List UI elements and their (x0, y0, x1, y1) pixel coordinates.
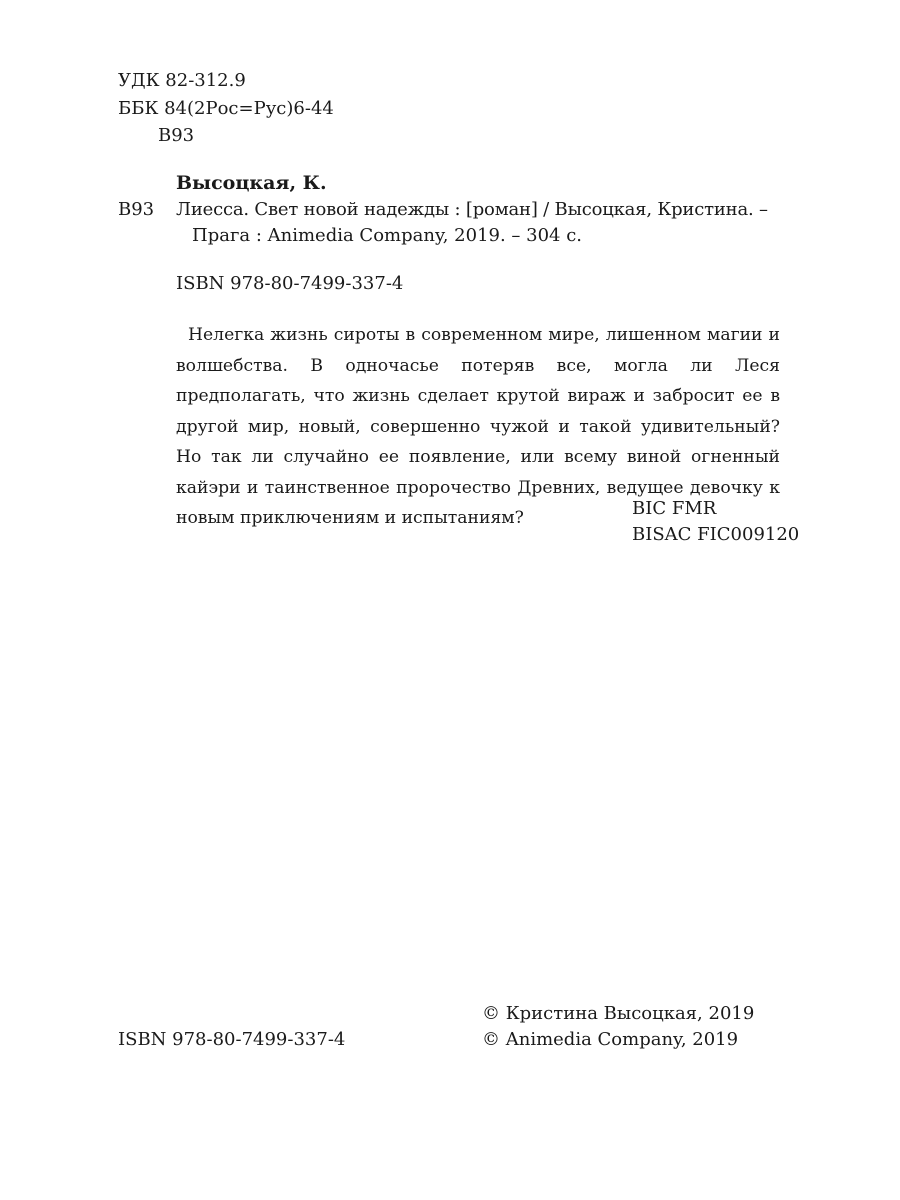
bic-code: BIC FMR (632, 498, 717, 519)
title-line-1: Лиесса. Свет новой надежды : [роман] / Высоцкая, Кристина. – (176, 199, 768, 220)
title-line-2: Прага : Animedia Company, 2019. – 304 с. (192, 225, 583, 246)
copyright-publisher: © Animedia Company, 2019 (482, 1029, 739, 1050)
isbn-main: ISBN 978-80-7499-337-4 (176, 273, 404, 294)
isbn-footer: ISBN 978-80-7499-337-4 (118, 1029, 346, 1050)
author-mark-left: В93 (118, 199, 155, 220)
author-mark-code: В93 (158, 125, 195, 146)
bbk-code: ББК 84(2Рос=Рус)6-44 (118, 98, 334, 119)
author-heading: Высоцкая, К. (176, 172, 327, 194)
annotation-paragraph: Нелегка жизнь сироты в современном мире, лишенном магии и волшебства. В одночасье потеряв все, могла ли Леся предполагать, что жизнь сделает крутой вираж и забросит ее в другой мир, новый, совершенно чужой и такой удивительный? Но так ли случайно ее появление, или всему виной огненный кайэри и таинственное пророчество Древних, ведущее девочку к новым приключениям и испытаниям? (176, 325, 780, 528)
udk-code: УДК 82-312.9 (118, 70, 246, 91)
copyright-author: © Кристина Высоцкая, 2019 (482, 1003, 755, 1024)
bisac-code: BISAC FIC009120 (632, 524, 800, 545)
